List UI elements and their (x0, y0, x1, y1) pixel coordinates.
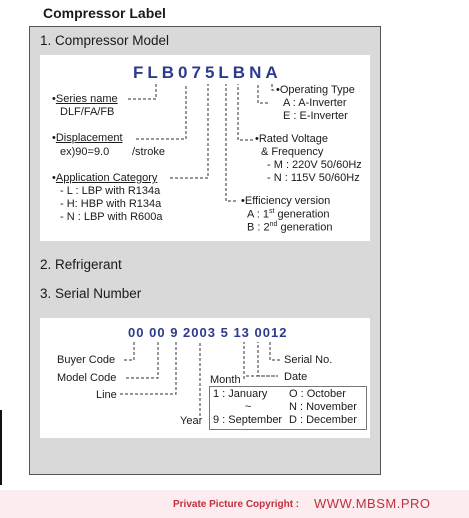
page-title: Compressor Label (43, 5, 166, 21)
month-table-cell: 9 : September (213, 414, 283, 426)
watermark-site: WWW.MBSM.PRO (314, 496, 431, 511)
operating-type-item: A : A-Inverter (283, 97, 347, 109)
efficiency-item: B : 2nd generation (247, 221, 333, 234)
section-serial-heading: 3. Serial Number (40, 286, 142, 301)
month-table-cell: D : December (289, 414, 357, 426)
buyer-code-label: Buyer Code (57, 354, 116, 366)
leader-displacement (136, 84, 186, 139)
voltage-item: - M : 220V 50/60Hz (267, 159, 362, 171)
serial-number: 0012 (254, 325, 288, 340)
serial-no-label: Serial No. (284, 354, 333, 366)
model-code: FLB075LBNA (133, 63, 282, 82)
leader-efficiency (226, 84, 236, 201)
operating-type-item: E : E-Inverter (283, 110, 348, 122)
month-label: Month (210, 374, 241, 386)
leader-application (170, 84, 208, 178)
series-value: DLF/FA/FB (60, 106, 115, 118)
leader-operating-b (272, 84, 274, 90)
series-label: •Series name (52, 93, 118, 105)
displacement-unit: /stroke (132, 146, 166, 158)
leader-series (128, 84, 156, 99)
model-code-label: Model Code (57, 372, 117, 384)
month-table-cell: ~ (245, 401, 252, 413)
voltage-label-2: & Frequency (261, 146, 324, 158)
month-table-cell: O : October (289, 388, 346, 400)
leader-voltage (238, 84, 253, 140)
line-label: Line (96, 389, 117, 401)
month-table-cell: N : November (289, 401, 357, 413)
serial-year: 2003 (183, 325, 216, 340)
leader-operating-a (258, 84, 268, 103)
leader-buyer (124, 342, 134, 360)
efficiency-label: •Efficiency version (241, 195, 331, 207)
application-item: - H: HBP with R134a (60, 198, 162, 210)
operating-type-label: •Operating Type (276, 84, 355, 96)
leader-date (246, 342, 278, 376)
displacement-example: ex)90=9.0 (60, 146, 110, 158)
application-item: - L : LBP with R134a (60, 185, 161, 197)
application-label: •Application Category (52, 172, 158, 184)
leader-serial (270, 342, 280, 360)
side-rule (0, 410, 2, 485)
date-label: Date (284, 371, 308, 383)
application-item: - N : LBP with R600a (60, 211, 163, 223)
serial-line: 9 (170, 325, 179, 340)
displacement-label: •Displacement (52, 132, 123, 144)
section-refrigerant-heading: 2. Refrigerant (40, 257, 122, 272)
section-model-heading: 1. Compressor Model (40, 33, 170, 48)
voltage-label: •Rated Voltage (255, 133, 328, 145)
serial-month: 5 (220, 325, 229, 340)
month-table-cell: 1 : January (213, 388, 268, 400)
watermark-label: Private Picture Copyright : (173, 499, 300, 510)
efficiency-item: A : 1st generation (247, 208, 330, 221)
year-label: Year (180, 415, 203, 427)
voltage-item: - N : 115V 50/60Hz (267, 172, 360, 184)
serial-date: 13 (233, 325, 250, 340)
serial-model: 00 (149, 325, 166, 340)
leader-line (120, 342, 176, 394)
serial-buyer: 00 (128, 325, 145, 340)
